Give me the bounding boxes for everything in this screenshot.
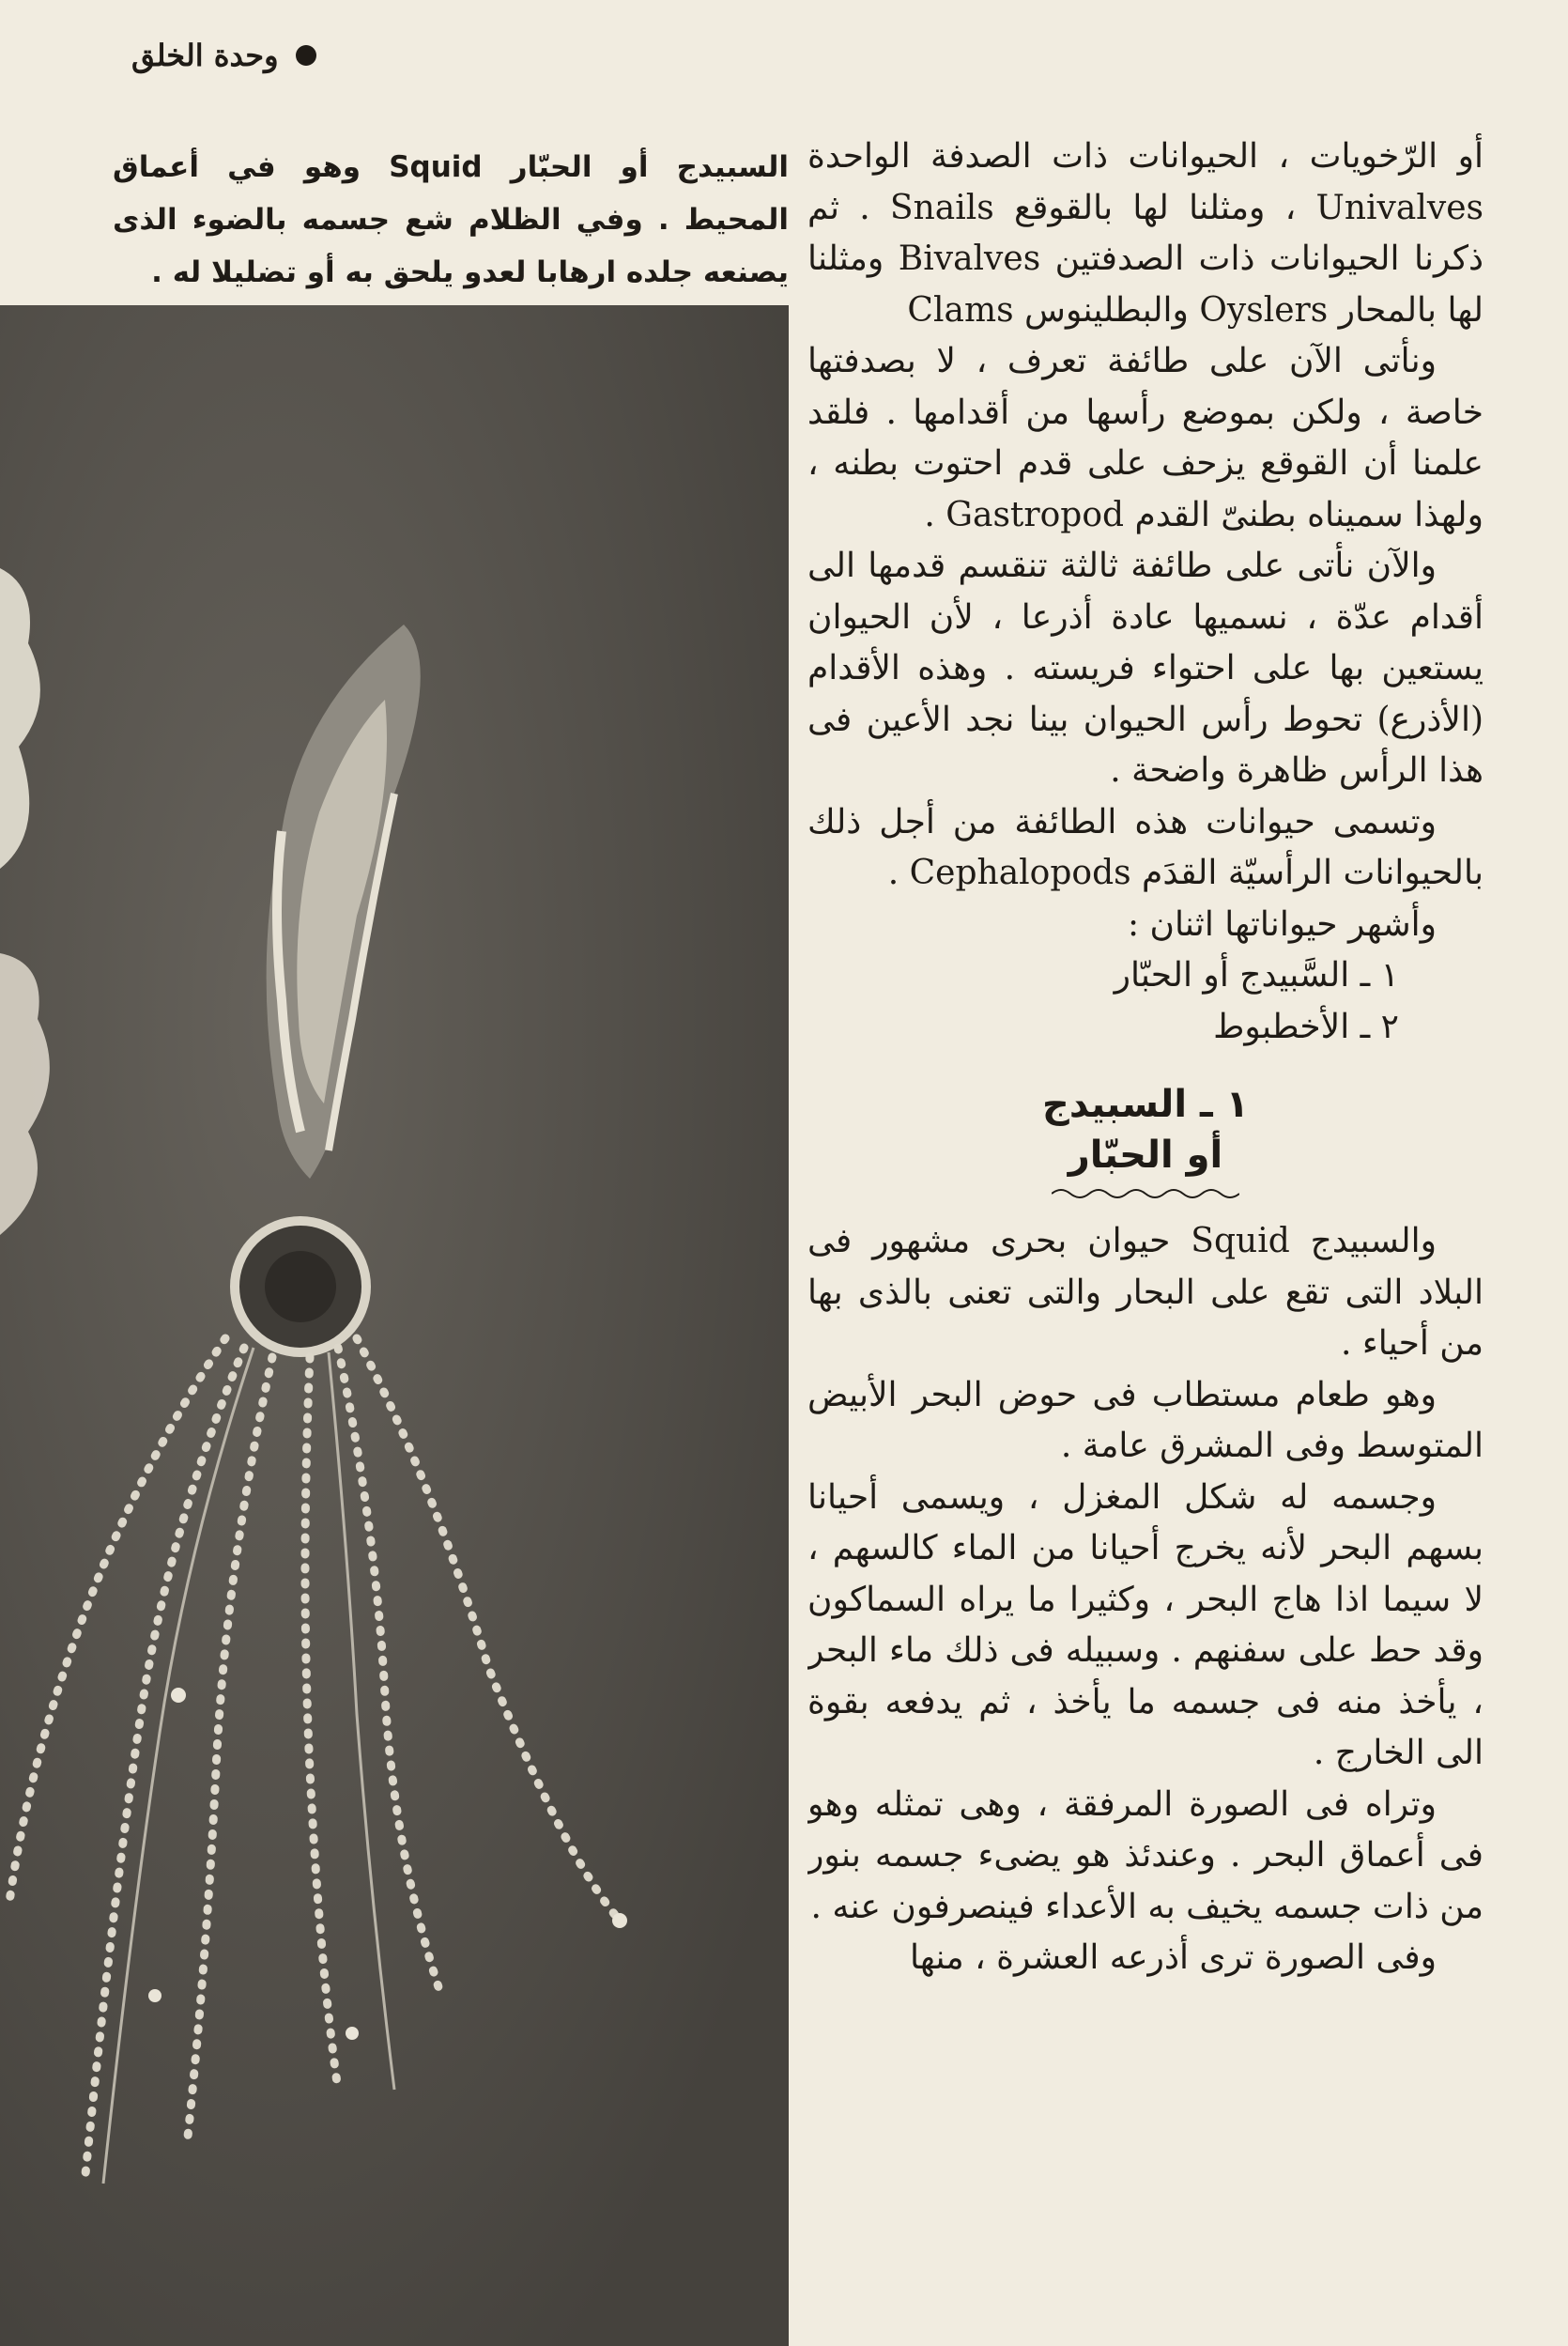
paragraph: ونأتى الآن على طائفة تعرف ، لا بصدفتها خاصة ، ولكن بموضع رأسها من أقدامها . فلقد علمنا أن القوقع يزحف على قدم احتوت بطنه ، ولهذا سميناه بطنىّ القدم Gastropod .: [807, 342, 1483, 534]
paragraph: وفى الصورة ترى أذرعه العشرة ، منها: [909, 1938, 1437, 1977]
animal-list: [807, 950, 1483, 1053]
paragraph: وأشهر حيواناتها اثنان :: [1127, 904, 1437, 944]
paragraph: والسبيدج Squid حيوان بحرى مشهور فى البلاد التى تقع على البحار والتى تعنى بالذى بها من أحياء .: [807, 1222, 1483, 1363]
paragraph: والآن نأتى على طائفة ثالثة تنقسم قدمها الى أقدام عدّة ، نسميها عادة أذرعا ، لأن الحيوان يستعين بها على احتواء فريسته . وهذه الأقدام (الأذرع) تحوط رأس الحيوان بينا نجد الأعين فى هذا الرأس ظاهرة واضحة .: [807, 547, 1483, 790]
paragraph: وتسمى حيوانات هذه الطائفة من أجل ذلك بالحيوانات الرأسيّة القدَم Cephalopods .: [807, 802, 1483, 892]
paragraph: وتراه فى الصورة المرفقة ، وهى تمثله وهو فى أعماق البحر . وعندئذ هو يضىء جسمه بنور من ذات جسمه يخيف به الأعداء فينصرفون عنه .: [807, 1784, 1483, 1926]
squid-illustration-icon: [0, 305, 789, 2346]
squid-photo: [0, 305, 789, 2346]
paragraph: وجسمه له شكل المغزل ، ويسمى أحيانا بسهم البحر لأنه يخرج أحيانا من الماء كالسهم ، لا سيما اذا هاج البحر ، وكثيرا ما يراه السماكون وقد حط على سفنهم . وسبيله فى ذلك ماء البحر ، يأخذ منه فى جسمه ما يأخذ ، ثم يدفعه بقوة الى الخارج .: [807, 1477, 1483, 1772]
paragraph: أو الرّخويات ، الحيوانات ذات الصدفة الواحدة Univalves ، ومثلنا لها بالقوقع Snails . ثم ذكرنا الحيوانات ذات الصدفتين Bivalves ومثلنا لها بالمحار Oyslers والبطلينوس Clams: [807, 137, 1483, 330]
photo-caption: السبيدج أو الحبّار Squid وهو في أعماق المحيط . وفي الظلام شع جسمه بالضوء الذى يصنعه جلده ارهابا لعدو يلحق به أو تضليلا له .: [113, 150, 789, 289]
running-header: [131, 38, 316, 73]
section-title-line: ١ ـ السبيدج: [1042, 1083, 1249, 1126]
wavy-divider-icon: [1052, 1186, 1239, 1201]
section-title-line: أو الحبّار: [1068, 1134, 1223, 1177]
list-item: ١ ـ السَّبيدج أو الحبّار: [1114, 956, 1399, 995]
header-title: وحدة الخلق: [131, 38, 279, 73]
bullet-dot: [296, 45, 316, 66]
article-body: [807, 131, 1483, 2329]
list-item: ٢ ـ الأخطبوط: [1213, 1007, 1399, 1046]
paragraph: وهو طعام مستطاب فى حوض البحر الأبيض المتوسط وفى المشرق عامة .: [807, 1375, 1483, 1465]
section-title: [807, 1079, 1483, 1181]
